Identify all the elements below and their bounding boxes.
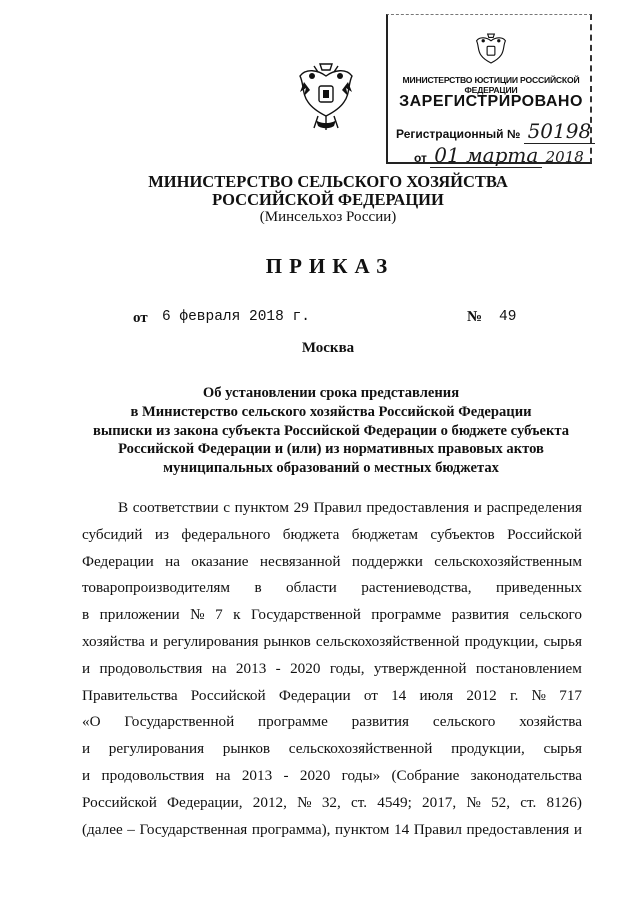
body-word: несвязанной	[259, 552, 341, 570]
body-word: (Собрание	[391, 766, 460, 784]
body-word: продовольствия	[101, 766, 205, 784]
body-line	[82, 736, 582, 763]
body-word: 717	[559, 686, 582, 704]
body-word: и	[82, 766, 91, 784]
body-line	[82, 817, 582, 844]
stamp-date-line	[414, 143, 584, 168]
stamp-registration-line	[396, 119, 595, 144]
body-word: 14	[391, 686, 407, 704]
body-word: предоставления	[366, 499, 470, 516]
body-word: Государственная	[139, 820, 248, 838]
body-word: хозяйства	[82, 632, 145, 650]
body-word: постановлением	[475, 659, 582, 677]
body-word: пунктом	[234, 499, 290, 516]
body-word: 2013	[235, 659, 267, 677]
body-line	[82, 683, 582, 710]
body-word: соответствии	[132, 499, 219, 516]
body-word: на	[211, 659, 227, 677]
body-word: продукции,	[451, 740, 525, 758]
stamp-reg-label: Регистрационный №	[396, 127, 521, 141]
body-word: годы»	[341, 766, 381, 784]
ministry-name-line2: РОССИЙСКОЙ ФЕДЕРАЦИИ	[212, 190, 444, 209]
body-word: регулирования	[108, 740, 205, 758]
order-number-label: №	[467, 309, 483, 325]
body-line	[82, 602, 582, 629]
body-word: и	[473, 499, 482, 516]
document-type-title: ПРИКАЗ	[265, 254, 395, 278]
body-word: на	[215, 766, 231, 784]
body-line	[82, 790, 582, 817]
body-word: рынков	[263, 632, 311, 650]
body-word: В	[118, 499, 129, 516]
body-word: 2012,	[252, 793, 287, 811]
body-word: бюджетам	[351, 525, 419, 543]
body-word: –	[127, 820, 135, 838]
body-word: 2020	[290, 659, 321, 677]
body-line	[82, 495, 582, 522]
body-word: 32,	[321, 793, 341, 811]
body-word: 4549;	[377, 793, 412, 811]
stamp-emblem	[474, 33, 508, 73]
body-word: и	[573, 820, 582, 838]
body-word: программе	[258, 713, 328, 731]
body-word: сельскохозяйственной	[315, 632, 460, 650]
body-line	[82, 575, 582, 602]
body-word: продукции,	[464, 632, 539, 650]
body-word: на	[165, 552, 180, 570]
body-line	[82, 656, 582, 683]
body-word: от	[363, 686, 378, 704]
body-word: растениеводства,	[361, 579, 472, 597]
body-word: развития	[451, 606, 509, 624]
body-word: продовольствия	[99, 659, 203, 677]
body-line	[82, 763, 582, 790]
stamp-ministry-name: МИНИСТЕРСТВО ЮСТИЦИИ РОССИЙСКОЙ ФЕДЕРАЦИИ	[402, 75, 580, 95]
body-word: федерального	[181, 525, 271, 543]
body-word: Федерации	[278, 686, 351, 704]
body-word: поддержки	[351, 552, 423, 570]
body-word: сырья	[543, 740, 582, 758]
body-word: области	[286, 579, 337, 597]
coat-of-arms-emblem	[296, 62, 356, 134]
body-word: 8126)	[546, 793, 582, 811]
body-word: в	[82, 606, 90, 624]
stamp-date-prefix: от	[414, 151, 427, 165]
body-word: -	[283, 766, 289, 784]
body-word: 52,	[491, 793, 511, 811]
title-line: Российской Федерации и (или) из нормативных правовых актов	[118, 441, 544, 458]
body-word: Правил	[413, 820, 462, 838]
body-word: №	[297, 793, 312, 811]
title-line: Об установлении срока представления	[202, 385, 460, 401]
body-word: Федерации	[82, 552, 154, 570]
body-word: №	[190, 606, 205, 624]
body-word: из	[154, 525, 170, 543]
order-body-text	[82, 495, 582, 843]
body-word: Российской	[82, 793, 157, 811]
stamp-reg-number: 50198	[524, 119, 596, 144]
body-word: (далее	[82, 820, 123, 838]
body-word: оказание	[191, 552, 249, 570]
body-word: и	[82, 740, 91, 758]
body-word: субсидий	[82, 525, 143, 543]
body-word: законодательства	[470, 766, 582, 784]
body-word: Правительства	[82, 686, 178, 704]
body-word: хозяйства	[519, 713, 582, 731]
title-line: в Министерство сельского хозяйства Российской Федерации	[130, 403, 532, 420]
order-date-value: 6 февраля 2018 г.	[162, 309, 310, 325]
body-word: Российской	[190, 686, 266, 704]
body-word: 2012	[466, 686, 497, 704]
body-word: с	[223, 499, 230, 516]
body-word: приложении	[99, 606, 180, 624]
body-word: программе	[371, 606, 442, 624]
body-word: сельского	[432, 713, 496, 731]
body-line	[82, 709, 582, 736]
body-word: 7	[215, 606, 223, 624]
title-line: выписки из закона субъекта Российской Федерации о бюджете субъекта	[92, 422, 570, 439]
body-word: сельского	[519, 606, 582, 624]
order-title	[72, 384, 590, 478]
body-word: Федерации,	[167, 793, 243, 811]
order-number-value: 49	[499, 309, 517, 325]
body-word: к	[233, 606, 241, 624]
body-word: приведенных	[495, 579, 582, 597]
body-word: товаропроизводителям	[82, 579, 231, 597]
body-word: г.	[509, 686, 519, 704]
body-word: регулирования	[163, 632, 259, 650]
body-word: пунктом	[335, 820, 390, 838]
registration-stamp	[386, 14, 592, 167]
body-word: 14	[393, 820, 410, 838]
body-word: и	[82, 659, 91, 677]
ministry-short-name: (Минсельхоз России)	[259, 209, 397, 225]
body-word: «О	[82, 713, 101, 731]
order-date-label: от	[133, 310, 148, 326]
body-word: -	[275, 659, 281, 677]
body-word: субъектов	[430, 525, 495, 543]
body-line	[82, 629, 582, 656]
body-word: бюджета	[282, 525, 340, 543]
body-word: Российской	[507, 525, 582, 543]
title-line: муниципальных образований о местных бюджетах	[163, 460, 499, 477]
body-word: в	[254, 579, 262, 597]
body-word: сырья	[543, 632, 582, 650]
body-line	[82, 522, 582, 549]
body-word: сельскохозяйственным	[434, 552, 582, 570]
body-word: №	[531, 686, 546, 704]
stamp-year-handwritten: 2018	[545, 148, 584, 166]
body-word: ст.	[350, 793, 368, 811]
body-word: сельскохозяйственной	[288, 740, 433, 758]
body-word: предоставления	[466, 820, 570, 838]
body-word: Правил	[313, 499, 362, 516]
ministry-name-line1: МИНИСТЕРСТВО СЕЛЬСКОГО ХОЗЯЙСТВА	[148, 172, 508, 191]
stamp-registered-label: ЗАРЕГИСТРИРОВАНО	[399, 93, 583, 110]
body-word: июля	[419, 686, 454, 704]
city-name: Москва	[301, 340, 355, 356]
body-line	[82, 549, 582, 576]
body-word: 29	[293, 499, 309, 516]
body-word: развития	[351, 713, 410, 731]
body-word: рынков	[222, 740, 271, 758]
body-word: утвержденной	[373, 659, 467, 677]
body-word: распределения	[486, 499, 582, 516]
body-word: Государственной	[250, 606, 361, 624]
stamp-date-handwritten: 01 марта	[430, 143, 542, 168]
body-word: 2020	[299, 766, 331, 784]
body-word: ст.	[520, 793, 537, 811]
body-word: 2013	[241, 766, 273, 784]
body-word: Государственной	[124, 713, 235, 731]
body-word: 2017,	[422, 793, 457, 811]
body-word: годы,	[329, 659, 365, 677]
body-word: №	[466, 793, 481, 811]
body-word: программа),	[251, 820, 331, 838]
body-word: и	[149, 632, 159, 650]
